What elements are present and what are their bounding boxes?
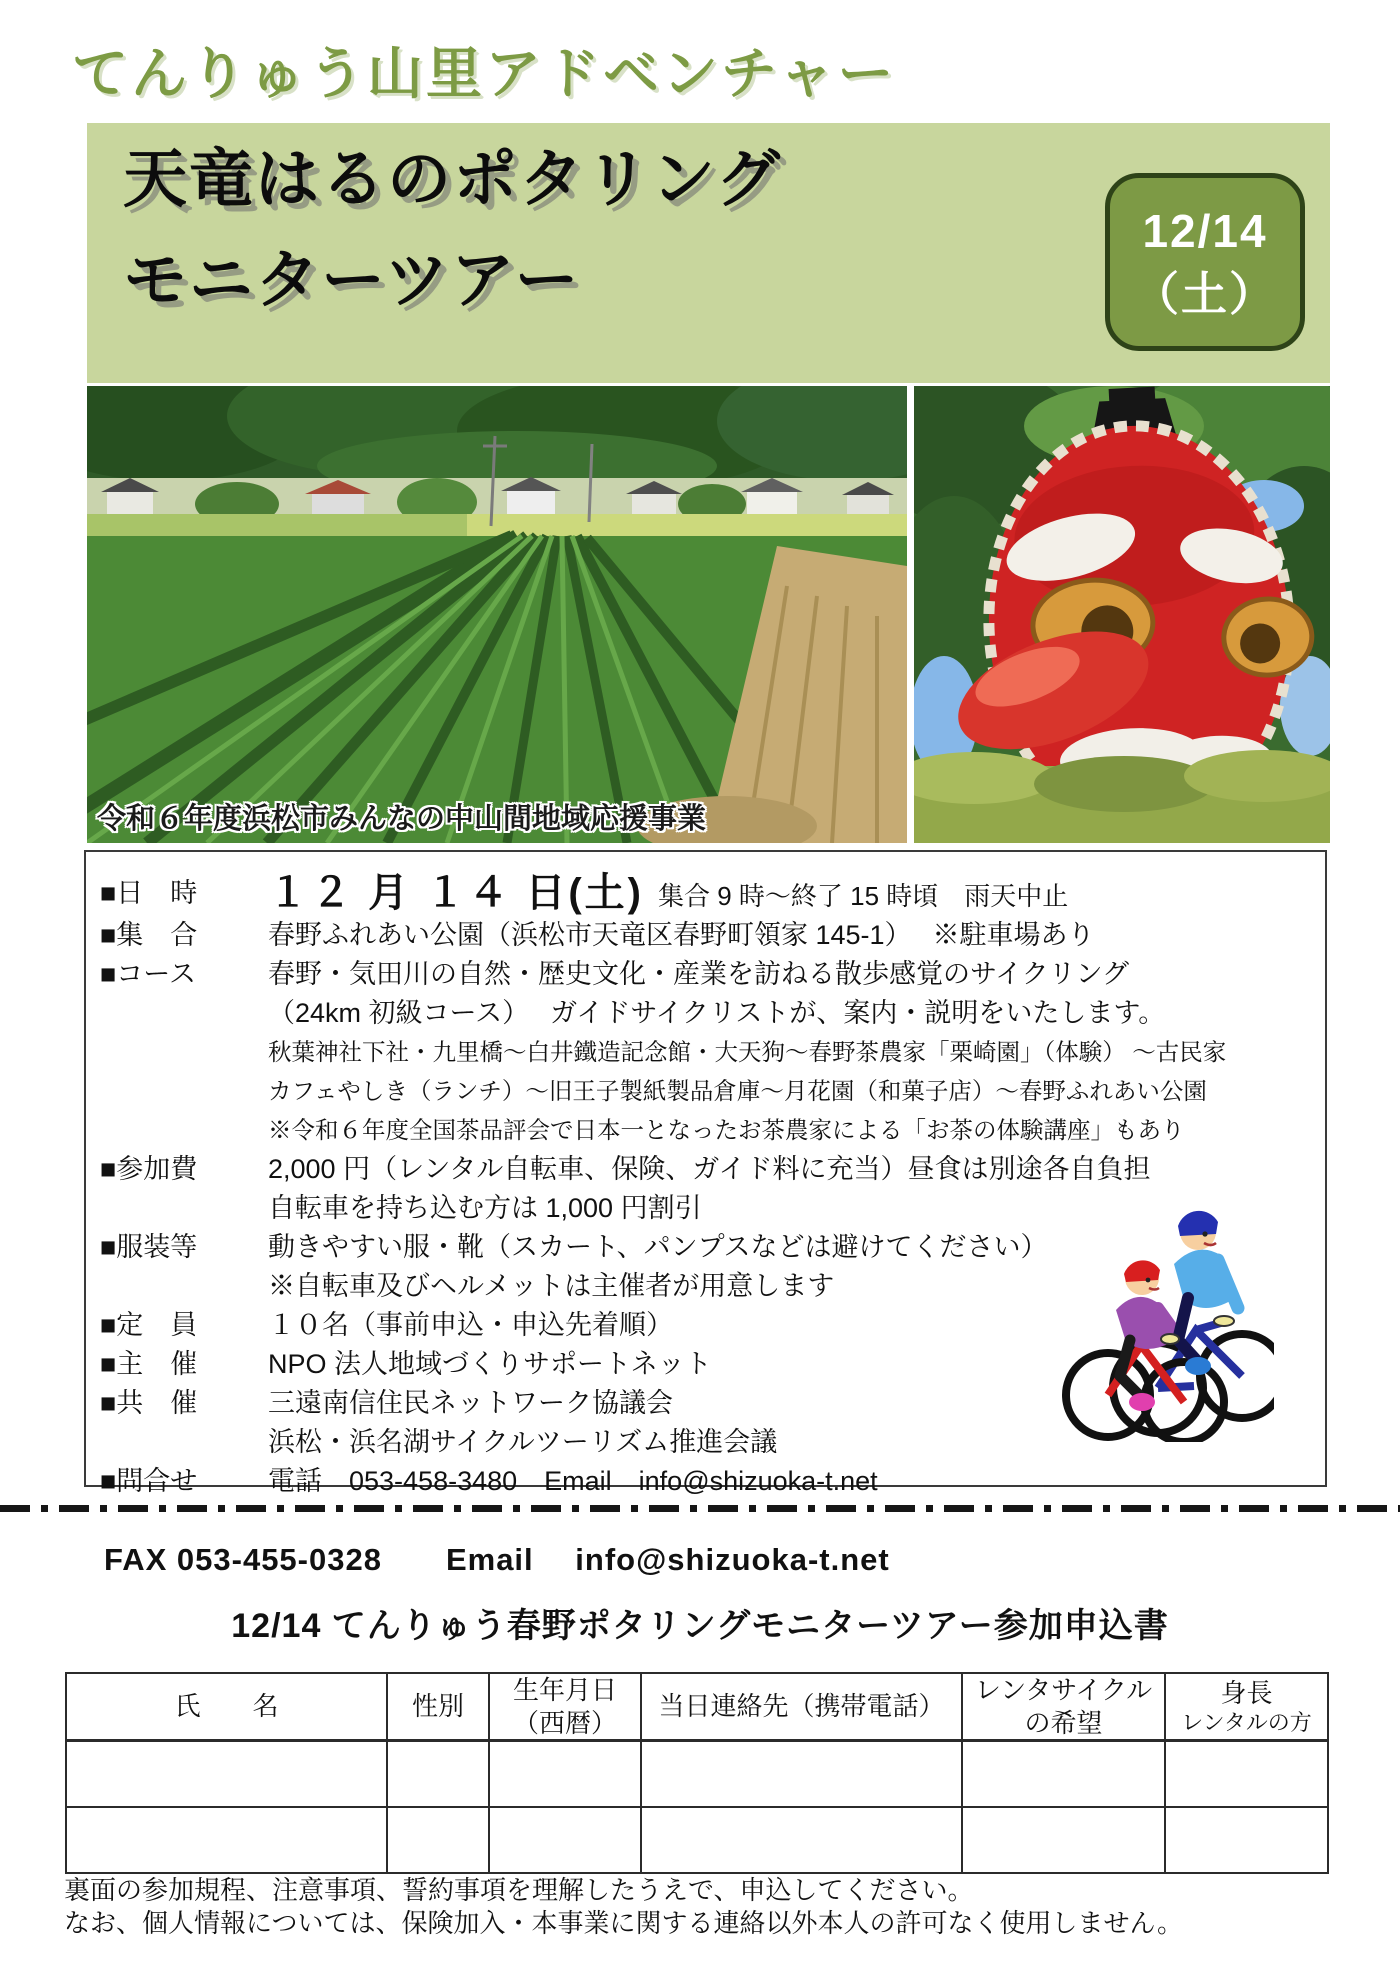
form-cell-name[interactable]: [66, 1807, 387, 1873]
tengu-illustration: [914, 386, 1330, 843]
form-cell-rental[interactable]: [962, 1741, 1165, 1807]
site-title: てんりゅう山里アドベンチャー: [72, 42, 897, 105]
detail-label: ■問合せ: [100, 1466, 198, 1496]
main-title-line2: モニターツアー: [123, 244, 581, 317]
course-stops-line: 秋葉神社下社・九里橋～白井鐵造記念館・大天狗～春野茶農家「栗崎園」（体験） ～古民家: [268, 1039, 1227, 1065]
cohost-line: 三遠南信住民ネットワーク協議会: [268, 1388, 673, 1418]
col-header-birthdate: 生年月日 （西暦）: [489, 1673, 641, 1741]
event-date: １２ 月 １４ 日(土): [268, 871, 644, 915]
col-header-name: 氏 名: [66, 1673, 387, 1741]
date-badge-date: 12/14: [1142, 205, 1268, 257]
title-banner: [87, 123, 1330, 383]
cohost-line: 浜松・浜名湖サイクルツーリズム推進会議: [268, 1427, 778, 1457]
form-note-line: 裏面の参加規程、注意事項、誓約事項を理解したうえで、申込してください。: [64, 1875, 974, 1905]
form-cell-rental[interactable]: [962, 1807, 1165, 1873]
col-header-contact: 当日連絡先（携帯電話）: [641, 1673, 962, 1741]
table-row: [66, 1741, 1328, 1807]
form-cell-name[interactable]: [66, 1741, 387, 1807]
tea-field-photo: [87, 386, 907, 843]
form-cell-birthdate[interactable]: [489, 1807, 641, 1873]
form-cell-height[interactable]: [1165, 1741, 1328, 1807]
col-header-height: 身長 レンタルの方: [1165, 1673, 1328, 1741]
detail-label: ■日 時: [100, 878, 198, 908]
form-cell-contact[interactable]: [641, 1741, 962, 1807]
date-badge: [1105, 173, 1305, 351]
col-header-rental: レンタサイクル の希望: [962, 1673, 1165, 1741]
course-line: 春野・気田川の自然・歴史文化・産業を訪ねる散歩感覚のサイクリング: [268, 959, 1130, 989]
col-header-gender: 性別: [387, 1673, 489, 1741]
cyclists-illustration: [1046, 1190, 1274, 1442]
photo-caption: 令和６年度浜松市みんなの中山間地域応援事業: [97, 803, 707, 835]
form-note-line: なお、個人情報については、保険加入・本事業に関する連絡以外本人の許可なく使用しません。: [64, 1907, 1184, 1938]
organizer-line: NPO 法人地域づくりサポートネット: [268, 1349, 712, 1379]
fee-line: 2,000 円（レンタル自転車、保険、ガイド料に充当）昼食は別途各自負担: [268, 1154, 1151, 1184]
detail-row-contact: [100, 1462, 1307, 1501]
form-cell-gender[interactable]: [387, 1807, 489, 1873]
meeting-place: 春野ふれあい公園（浜松市天竜区春野町領家 145-1） ※駐車場あり: [268, 920, 1095, 950]
detail-label: ■共 催: [100, 1388, 198, 1418]
date-badge-day: （土）: [1133, 268, 1277, 321]
capacity-line: １０名（事前申込・申込先着順）: [268, 1310, 673, 1340]
cyclists-clipart: [1046, 1190, 1274, 1442]
form-cell-height[interactable]: [1165, 1807, 1328, 1873]
fee-discount-line: 自転車を持ち込む方は 1,000 円割引: [268, 1193, 702, 1223]
detail-label: ■コース: [100, 959, 196, 989]
event-time-note: 集合 9 時～終了 15 時頃 雨天中止: [657, 881, 1069, 911]
main-title-line1: 天竜はるのポタリング: [123, 143, 782, 215]
detail-row-course: [100, 955, 1307, 1150]
form-cell-gender[interactable]: [387, 1741, 489, 1807]
detail-row-datetime: [100, 866, 1307, 916]
clothing-line: 動きやすい服・靴（スカート、パンプスなどは避けてください）: [268, 1232, 1048, 1262]
detail-label: ■集 合: [100, 920, 198, 950]
detail-label: ■参加費: [100, 1154, 198, 1184]
contact-line: 電話 053-458-3480 Email info@shizuoka-t.net: [268, 1466, 878, 1496]
detail-label: ■定 員: [100, 1310, 198, 1340]
table-row: [66, 1807, 1328, 1873]
course-stops-line: カフェやしき（ランチ）～旧王子製紙製品倉庫～月花園（和菓子店）～春野ふれあい公園: [268, 1078, 1207, 1104]
detail-row-meeting: [100, 916, 1307, 955]
table-header-row: [66, 1673, 1328, 1741]
detail-label: ■服装等: [100, 1232, 198, 1262]
tea-field-illustration: [87, 386, 907, 843]
fax-email-line: FAX 053-455-0328 Email info@shizuoka-t.net: [104, 1542, 890, 1577]
course-line: （24km 初級コース） ガイドサイクリストが、案内・説明をいたします。: [268, 998, 1166, 1028]
tengu-photo: [914, 386, 1330, 843]
clothing-note-line: ※自転車及びヘルメットは主催者が用意します: [268, 1271, 835, 1301]
main-title: [123, 129, 782, 331]
course-note-line: ※令和６年度全国茶品評会で日本一となったお茶農家による「お茶の体験講座」もあり: [268, 1117, 1185, 1143]
form-cell-contact[interactable]: [641, 1807, 962, 1873]
form-notes: [64, 1874, 1183, 1940]
application-table: [65, 1672, 1329, 1874]
detail-label: ■主 催: [100, 1349, 198, 1379]
cut-line: [0, 1505, 1400, 1512]
form-cell-birthdate[interactable]: [489, 1741, 641, 1807]
application-form-title: 12/14 てんりゅう春野ポタリングモニターツアー参加申込書: [231, 1607, 1169, 1645]
